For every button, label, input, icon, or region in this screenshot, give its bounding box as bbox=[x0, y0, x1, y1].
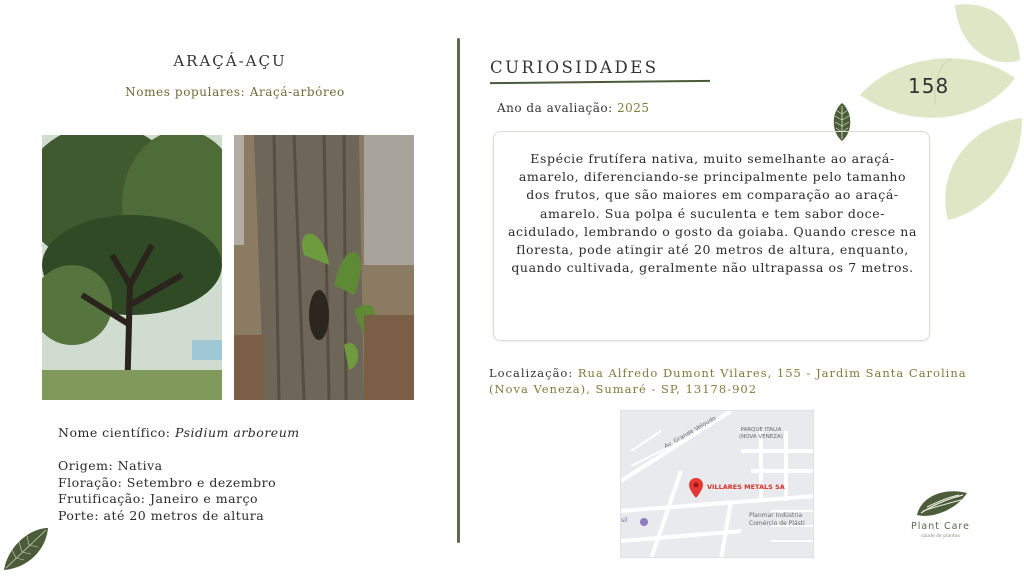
location bbox=[489, 366, 969, 397]
evaluation-year bbox=[497, 101, 650, 115]
badge-number: 158 bbox=[908, 74, 950, 98]
location-map[interactable] bbox=[620, 410, 814, 558]
brand-name: Plant Care bbox=[911, 521, 970, 532]
curiosities-heading: CURIOSIDADES bbox=[490, 58, 659, 77]
location-label: Localização: bbox=[489, 366, 574, 380]
map-street-label: Av. Grande Veloudo bbox=[663, 414, 718, 451]
scientific-name bbox=[58, 425, 300, 442]
column-divider bbox=[457, 38, 460, 543]
origin-text: Origem: Nativa bbox=[58, 458, 163, 473]
description-text: Espécie frutífera nativa, muito semelhante ao araçá-amarelo, diferenciando-se principalmente pelo tamanho dos frutos, que são maiores em comparação ao araçá-amarelo. Sua polpa é suculenta e tem sabor doce-acidulado, lembrando o gosto da goiaba. Quando cresce na floresta, pode atingir até 20 metros de altura, enquanto, quando cultivada, geralmente não ultrapassa os 7 metros. bbox=[508, 151, 917, 276]
location-value: Rua Alfredo Dumont Vilares, 155 - Jardim Santa Carolina (Nova Veneza), Sumaré - SP, 13178-902 bbox=[489, 366, 967, 396]
trunk-photo bbox=[234, 135, 414, 400]
evaluation-year-label: Ano da avaliação: bbox=[497, 101, 613, 115]
leaf-decoration-bottom-left bbox=[2, 526, 50, 572]
brand-tagline: saúde de plantas bbox=[921, 534, 960, 539]
species-title: ARAÇÁ-AÇU bbox=[173, 52, 287, 70]
tree-photo bbox=[42, 135, 222, 400]
map-area-label: PARQUE ITALIA (NOVA VENEZA) bbox=[739, 427, 783, 440]
scientific-name-value: Psidium arboreum bbox=[175, 425, 300, 440]
flowering-text: Floração: Setembro e dezembro bbox=[58, 474, 277, 490]
map-edge-label: sil bbox=[621, 517, 628, 524]
species-info bbox=[58, 425, 300, 524]
evaluation-year-value: 2025 bbox=[616, 101, 650, 115]
fruiting-text: Frutificação: Janeiro e março bbox=[58, 491, 259, 506]
popular-names bbox=[100, 85, 370, 99]
plant-care-logo-icon bbox=[913, 487, 969, 519]
map-place-label: VILLARES METALS SA bbox=[707, 483, 785, 491]
map-pin-icon[interactable] bbox=[689, 478, 703, 498]
scientific-name-label: Nome científico: bbox=[58, 425, 171, 440]
map-company-label: Planmar Indústria Comércio de Plásti bbox=[749, 512, 805, 527]
popular-names-label: Nomes populares: bbox=[125, 85, 246, 99]
size-text: Porte: até 20 metros de altura bbox=[58, 507, 265, 523]
popular-names-value: Araçá-arbóreo bbox=[249, 85, 345, 99]
heading-underline bbox=[490, 80, 710, 84]
